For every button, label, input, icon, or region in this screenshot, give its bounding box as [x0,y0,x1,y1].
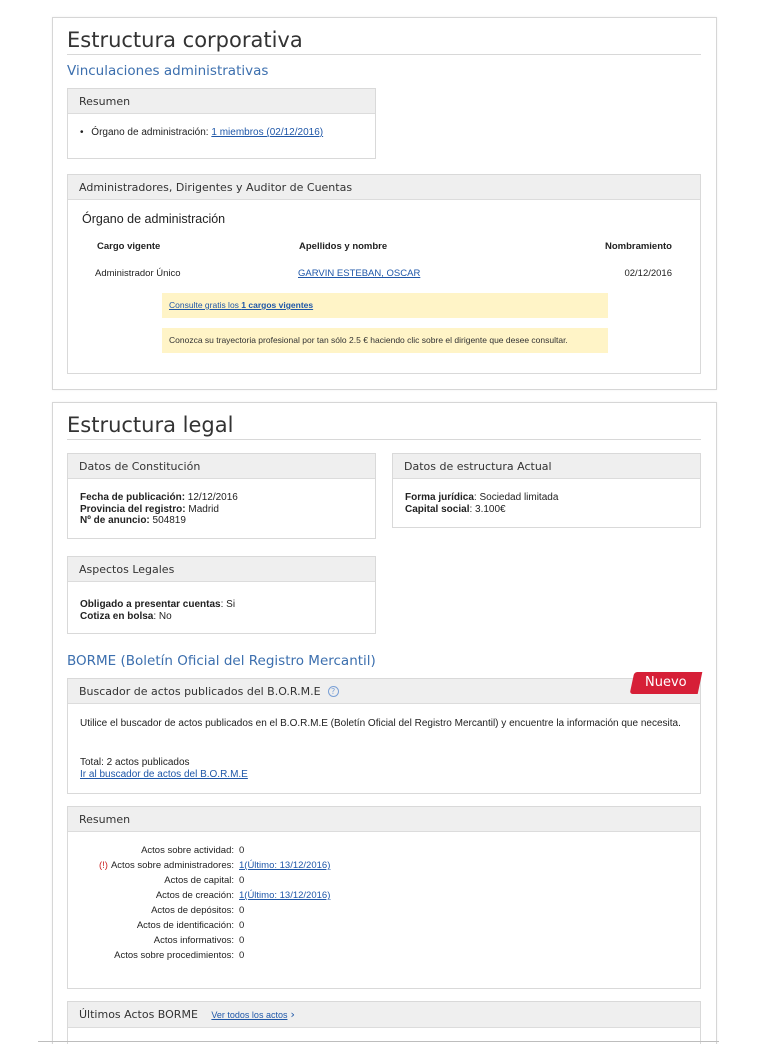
col-cargo-header: Cargo vigente [97,241,161,252]
row-label: Actos sobre actividad: [141,845,234,856]
provincia-registro [80,504,238,516]
borme-resumen-box [67,806,701,989]
fecha-publicacion [80,492,238,504]
capital-label: Capital social [405,503,470,515]
cotiza-value: : No [153,610,172,622]
cargo-cell: Administrador Único [95,268,181,279]
row-value: 0 [239,905,245,916]
chevron-right-icon: › [290,1008,295,1021]
fecha-value: 12/12/2016 [185,492,238,503]
obligado-cuentas [80,599,235,611]
row-value: 0 [239,845,245,856]
resumen-row-administradores [68,860,368,872]
organo-label: Órgano de administración: [91,127,212,138]
resumen-row-creacion [68,890,368,902]
resumen-row-actividad [68,845,368,857]
resumen-heading: Resumen [68,89,375,114]
estructura-actual-box [392,453,701,528]
row-label: Actos sobre procedimientos: [114,950,234,961]
ver-todos-link[interactable] [211,1010,287,1020]
warning-mark: (!) [99,860,108,871]
consulte-bold: 1 cargos vigentes [241,300,314,310]
consulte-gratis-banner [162,293,608,318]
nuevo-badge-text: Nuevo [645,675,687,690]
trayectoria-banner: Conozca su trayectoria profesional por tan sólo 2.5 € haciendo clic sobre el dirigente que desee consultar. [162,328,608,353]
nombramiento-cell: 02/12/2016 [624,268,672,279]
help-icon[interactable]: ? [328,686,339,697]
borme-title: BORME (Boletín Oficial del Registro Mercantil) [67,653,376,669]
buscador-description: Utilice el buscador de actos publicados en el B.O.R.M.E (Boletín Oficial del Registro Mercantil) y encuentre la información que necesita. [80,718,681,729]
resumen-row-depositos [68,905,368,917]
creacion-link[interactable]: 1(Último: 13/12/2016) [239,890,331,901]
dirigente-link[interactable]: GARVIN ESTEBAN, OSCAR [298,268,421,279]
row-label: Actos de creación: [155,890,234,901]
row-label: Actos informativos: [153,935,234,946]
page-bottom-divider [38,1041,719,1042]
legal-title: Estructura legal [67,413,701,440]
forma-juridica [405,492,558,504]
resumen-box [67,88,376,159]
capital-value: : 3.100€ [469,503,506,515]
row-value: 0 [239,935,245,946]
buscador-box [67,675,701,794]
borme-resumen-heading: Resumen [68,807,700,832]
resumen-row-capital [68,875,368,887]
aspectos-legales-heading: Aspectos Legales [68,557,375,582]
row-label: Actos de identificación: [136,920,234,931]
administradores-heading: Administradores, Dirigentes y Auditor de Cuentas [68,175,700,200]
row-label-warn [99,860,234,872]
ir-buscador-link[interactable]: Ir al buscador de actos del B.O.R.M.E [80,769,248,780]
row-value: 0 [239,875,245,886]
aspectos-legales-box [67,556,376,634]
col-nombramiento-header: Nombramiento [604,241,672,252]
cotiza-label: Cotiza en bolsa [80,610,154,622]
constitucion-box [67,453,376,539]
provincia-value: Madrid [185,503,219,515]
consulte-gratis-link[interactable] [169,300,313,310]
estructura-corporativa-section [52,17,717,390]
vinculaciones-subtitle: Vinculaciones administrativas [67,63,269,79]
resumen-row-informativos [68,935,368,947]
borme-resumen-list [68,845,702,985]
capital-social [405,504,558,516]
buscador-heading [68,675,700,704]
ultimos-actos-box [67,1001,701,1044]
cotiza-bolsa [80,611,235,623]
organo-miembros-link[interactable]: 1 miembros (02/12/2016) [211,127,324,138]
numero-anuncio [80,515,238,527]
row-label: Actos de capital: [164,875,234,886]
ultimos-actos-heading [68,1002,700,1028]
buscador-total: Total: 2 actos publicados [80,757,190,768]
col-nombre-header: Apellidos y nombre [299,241,388,252]
administradores-link[interactable]: 1(Último: 13/12/2016) [239,860,331,871]
nuevo-badge [630,672,703,694]
anuncio-value: 504819 [149,515,186,526]
estructura-actual-heading: Datos de estructura Actual [393,454,700,479]
row-label: Actos sobre administradores: [110,860,234,871]
obligado-label: Obligado a presentar cuentas [80,599,221,610]
organo-item [80,127,323,138]
administradores-box [67,174,701,374]
corporativa-title: Estructura corporativa [67,28,701,55]
fecha-label: Fecha de publicación: [80,492,186,503]
ultimos-actos-heading-text: Últimos Actos BORME [79,1008,198,1021]
organo-title: Órgano de administración [82,212,226,226]
estructura-legal-section [52,402,717,1044]
obligado-value: : Si [220,599,236,610]
forma-label: Forma jurídica [405,492,474,503]
resumen-row-procedimientos [68,950,368,962]
buscador-heading-text: Buscador de actos publicados del B.O.R.M.E [79,685,321,698]
resumen-row-identificacion [68,920,368,932]
constitucion-data [80,492,238,527]
aspectos-legales-data [80,599,235,622]
constitucion-heading: Datos de Constitución [68,454,375,479]
forma-value: : Sociedad limitada [473,492,559,503]
provincia-label: Provincia del registro: [80,503,186,515]
estructura-actual-data [405,492,558,515]
consulte-prefix: Consulte gratis los [169,300,242,310]
row-label: Actos de depósitos: [151,905,234,916]
row-value: 0 [239,950,245,961]
anuncio-label: Nº de anuncio: [80,515,150,526]
row-value: 0 [239,920,245,931]
ver-todos-text: Ver todos los actos [211,1010,288,1020]
